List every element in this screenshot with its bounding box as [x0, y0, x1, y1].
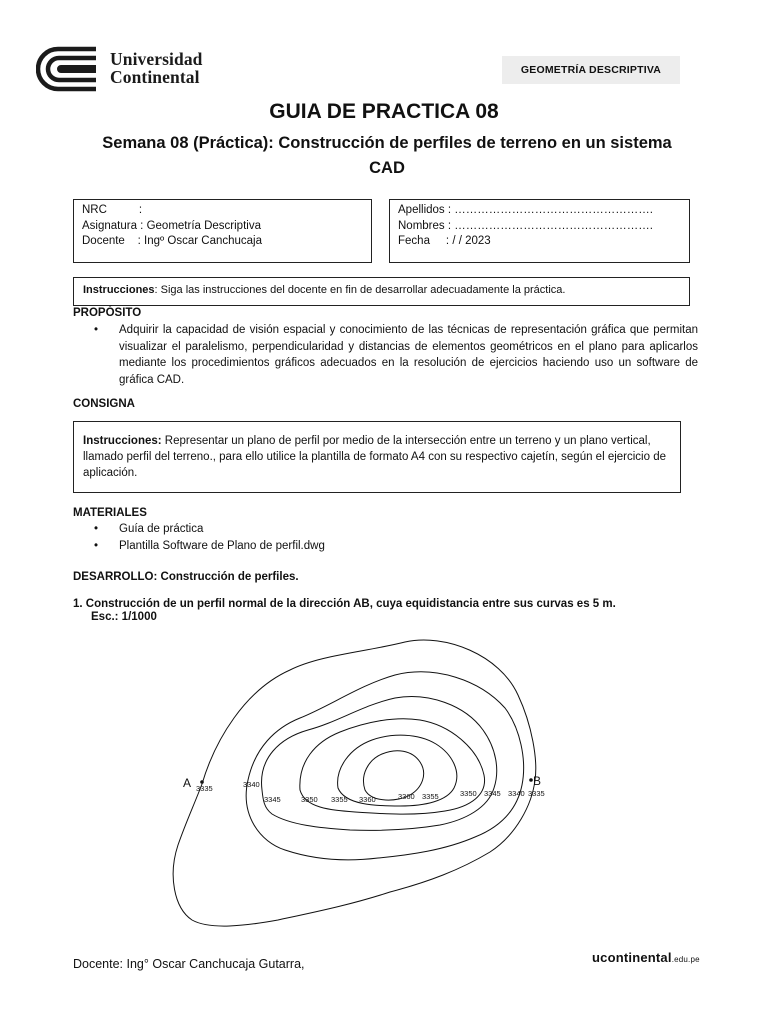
consigna-box	[73, 421, 681, 493]
contour-3335	[173, 640, 536, 926]
fecha-field[interactable]: / / 2023	[452, 235, 491, 247]
contour-label: 3360	[398, 792, 415, 801]
instructions-label: Instrucciones	[83, 284, 155, 296]
logo-mark-icon	[36, 46, 100, 92]
consigna-heading: CONSIGNA	[73, 398, 135, 410]
page-subtitle: Semana 08 (Práctica): Construcción de perfiles de terreno en un sistema CAD	[102, 134, 672, 177]
apellidos-row	[398, 203, 681, 219]
docente-value: Ingº Oscar Canchucaja	[144, 235, 262, 247]
contour-label: 3335	[196, 784, 213, 793]
university-logo	[36, 46, 216, 92]
footer-brand-name: ucontinental	[592, 950, 672, 965]
docente-label: Docente :	[82, 235, 145, 247]
exercise-statement: 1. Construcción de un perfil normal de la dirección AB, cuya equidistancia entre sus curvas es 5 m.	[73, 598, 616, 610]
nombres-field[interactable]: …………………………………………….	[454, 219, 653, 232]
footer-brand	[592, 950, 700, 965]
contour-label: 3340	[508, 789, 525, 798]
asignatura-value: Geometría Descriptiva	[146, 219, 261, 232]
logo-text-line1: Universidad	[110, 49, 203, 69]
proposito-heading: PROPÓSITO	[73, 307, 142, 319]
contour-3345	[262, 697, 497, 831]
materiales-item-plantilla: • Plantilla Software de Plano de perfil.dwg	[92, 538, 698, 555]
contour-label: 3340	[243, 780, 260, 789]
fecha-row	[398, 234, 681, 250]
desarrollo-heading: DESARROLLO: Construcción de perfiles.	[73, 571, 299, 583]
proposito-list	[92, 322, 698, 388]
footer-docente: Docente: Ing° Oscar Canchucaja Gutarra,	[73, 957, 305, 971]
contour-label: 3345	[264, 795, 281, 804]
point-a-marker	[200, 780, 204, 784]
course-name-badge: GEOMETRÍA DESCRIPTIVA	[502, 56, 680, 84]
materiales-heading: MATERIALES	[73, 507, 147, 519]
apellidos-field[interactable]: …………………………………………….	[454, 204, 653, 216]
contour-label: 3350	[460, 789, 477, 798]
proposito-item: • Adquirir la capacidad de visión espacial y conocimiento de las técnicas de representación gráfica que permitan visualizar el paralelismo, perpendicularidad y distancias de elementos geométricos en el plano para aplicarlos mediante los procedimientos gráficos adecuados en la resolución de ejercicios haciendo uso un software de gráfica CAD.	[92, 322, 698, 388]
docente-row	[82, 234, 363, 250]
materiales-item-guia: • Guía de práctica	[92, 521, 698, 538]
contour-label: 3345	[484, 789, 501, 798]
nrc-label: NRC :	[82, 204, 143, 216]
contour-3340	[246, 672, 523, 860]
exercise-scale: Esc.: 1/1000	[91, 611, 157, 623]
page-title: GUIA DE PRACTICA 08	[269, 100, 499, 123]
asignatura-label: Asignatura :	[82, 219, 147, 232]
logo-text-line2: Continental	[110, 67, 200, 87]
consigna-label: Instrucciones:	[83, 435, 162, 447]
nrc-row	[82, 203, 363, 219]
student-info-box	[389, 199, 690, 263]
point-b-label: B	[533, 774, 542, 788]
contour-label: 3355	[331, 795, 348, 804]
asignatura-row	[82, 219, 363, 235]
contour-label: 3335	[528, 789, 545, 798]
course-info-box	[73, 199, 372, 263]
contour-label: 3350	[301, 795, 318, 804]
instructions-text: : Siga las instrucciones del docente en fin de desarrollar adecuadamente la práctica.	[154, 284, 566, 296]
consigna-text: Representar un plano de perfil por medio de la intersección entre un terreno y un plano vertical, llamado perfil del terreno., para ello utilice la plantilla de formato A4 con su respectivo cajetín, según el ejercicio de aplicación.	[83, 435, 666, 479]
nombres-label: Nombres :	[398, 219, 455, 232]
contour-label: 3355	[422, 792, 439, 801]
contour-label: 3360	[359, 795, 376, 804]
instructions-box	[73, 277, 690, 306]
materiales-list	[92, 521, 698, 554]
nombres-row	[398, 219, 681, 235]
footer-brand-suffix: .edu.pe	[671, 955, 700, 964]
point-a-label: A	[183, 776, 192, 790]
apellidos-label: Apellidos :	[398, 204, 455, 216]
contour-map	[160, 630, 600, 940]
fecha-label: Fecha :	[398, 235, 453, 247]
